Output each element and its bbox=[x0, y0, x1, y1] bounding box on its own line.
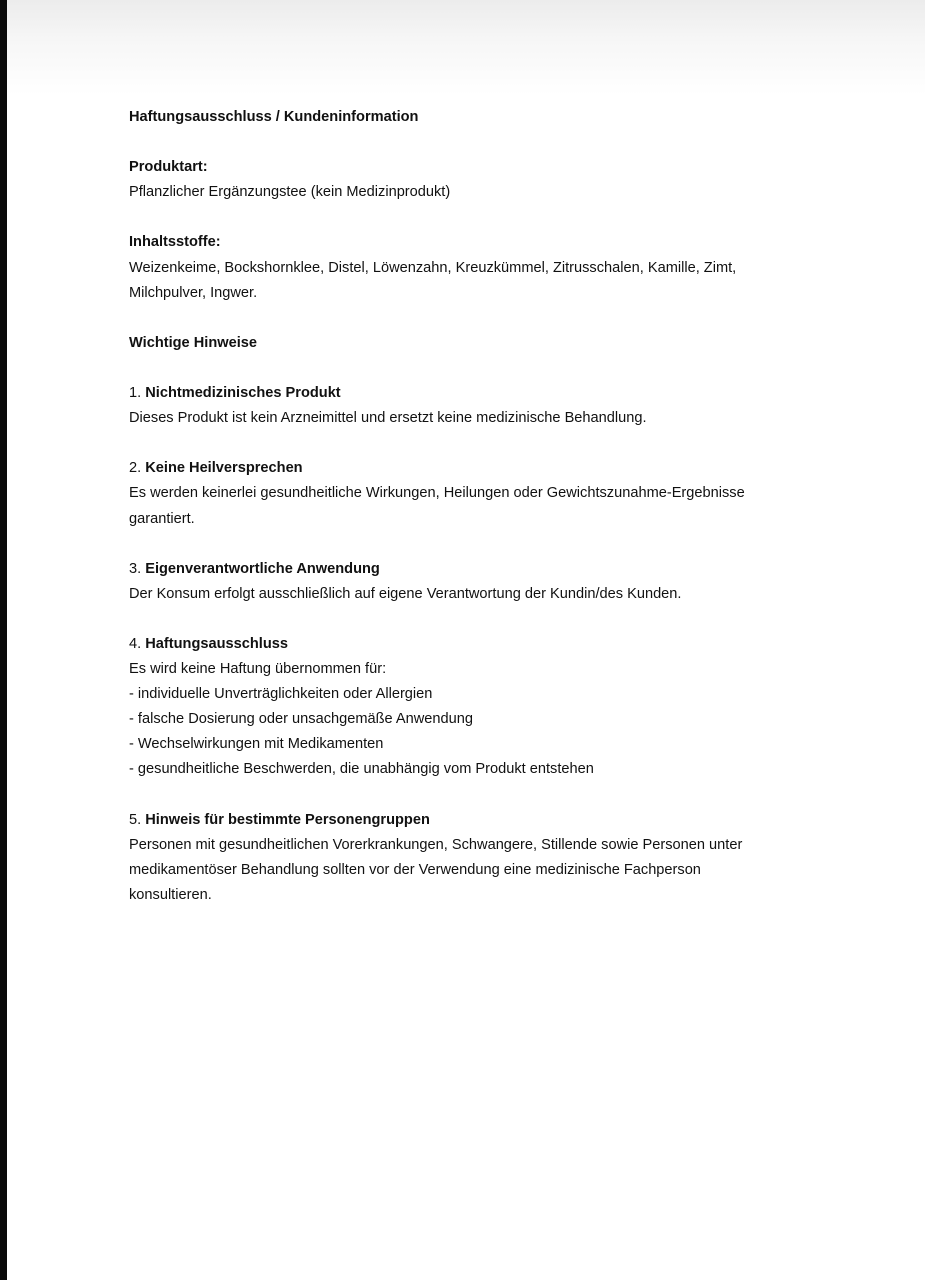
section-number: 1. bbox=[129, 385, 142, 402]
section-text: Der Konsum erfolgt ausschließlich auf eigene Verantwortung der Kundin/des Kunden. bbox=[129, 585, 682, 602]
document-page bbox=[129, 105, 819, 908]
document-title: Haftungsausschluss / Kundeninformation bbox=[129, 109, 419, 125]
section-heading bbox=[129, 808, 819, 833]
section-number: 5. bbox=[129, 811, 142, 828]
section-heading bbox=[129, 632, 819, 657]
section-text: Es wird keine Haftung übernommen für: bbox=[129, 661, 387, 678]
ingredients-line: Weizenkeime, Bockshornklee, Distel, Löwenzahn, Kreuzkümmel, Zitrusschalen, Kamille, Zimt, bbox=[129, 259, 737, 276]
section-text: medikamentöser Behandlung sollten vor der Verwendung eine medizinische Fachperson bbox=[129, 861, 701, 878]
section-number: 4. bbox=[129, 635, 142, 652]
section-title: Nichtmedizinisches Produkt bbox=[145, 385, 341, 402]
list-item: - Wechselwirkungen mit Medikamenten bbox=[129, 736, 384, 753]
section-title: Hinweis für bestimmte Personengruppen bbox=[145, 811, 430, 828]
section-heading bbox=[129, 456, 819, 481]
section-text: konsultieren. bbox=[129, 886, 212, 903]
section-text: Dieses Produkt ist kein Arzneimittel und ersetzt keine medizinische Behandlung. bbox=[129, 410, 647, 427]
top-shadow bbox=[7, 0, 925, 95]
section-title: Haftungsausschluss bbox=[145, 635, 288, 652]
section-text: Personen mit gesundheitlichen Vorerkrankungen, Schwangere, Stillende sowie Personen unter bbox=[129, 836, 743, 853]
list-item: - individuelle Unverträglichkeiten oder Allergien bbox=[129, 686, 433, 703]
section-number: 2. bbox=[129, 460, 142, 477]
section-heading bbox=[129, 381, 819, 406]
left-edge-border bbox=[0, 0, 7, 1280]
section-number: 3. bbox=[129, 560, 142, 577]
section-text: Es werden keinerlei gesundheitliche Wirkungen, Heilungen oder Gewichtszunahme-Ergebnisse bbox=[129, 485, 745, 502]
notes-heading: Wichtige Hinweise bbox=[129, 334, 257, 351]
product-type-heading: Produktart: bbox=[129, 159, 208, 176]
ingredients-heading: Inhaltsstoffe: bbox=[129, 234, 221, 251]
section-text: garantiert. bbox=[129, 510, 195, 527]
list-item: - falsche Dosierung oder unsachgemäße Anwendung bbox=[129, 711, 473, 728]
ingredients-line: Milchpulver, Ingwer. bbox=[129, 284, 258, 301]
section-title: Keine Heilversprechen bbox=[145, 460, 303, 477]
list-item: - gesundheitliche Beschwerden, die unabhängig vom Produkt entstehen bbox=[129, 761, 594, 778]
product-type-text: Pflanzlicher Ergänzungstee (kein Medizinprodukt) bbox=[129, 184, 451, 201]
section-heading bbox=[129, 557, 819, 582]
section-title: Eigenverantwortliche Anwendung bbox=[145, 560, 380, 577]
